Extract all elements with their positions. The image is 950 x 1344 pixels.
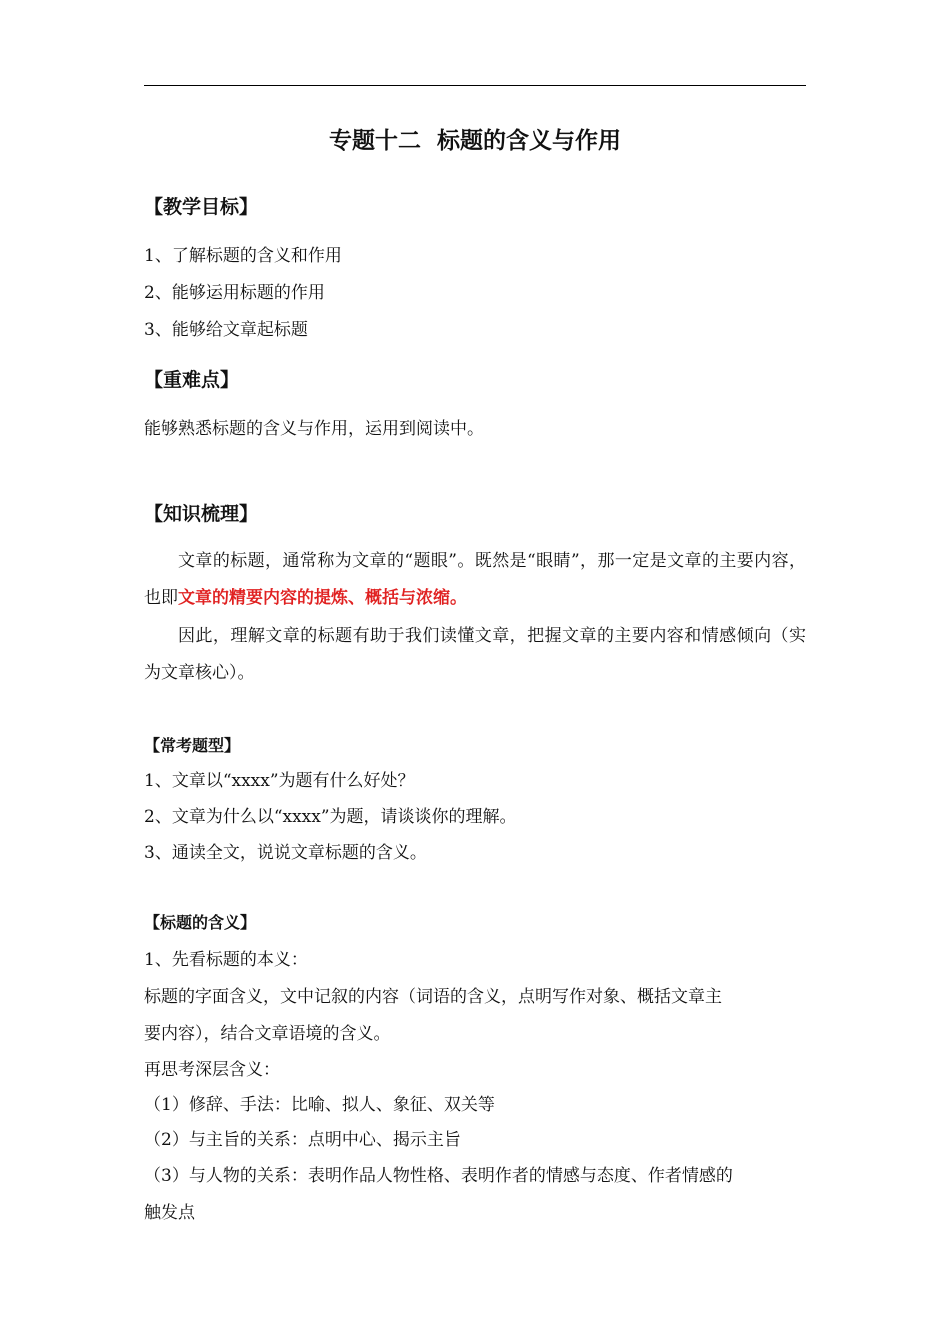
knowledge-heading: 【知识梳理】 <box>144 503 259 525</box>
knowledge-paragraph-1 <box>144 543 806 617</box>
meaning-literal-line: 标题的字面含义，文中记叙的内容（词语的含义，点明写作对象、概括文章主 <box>144 987 722 1007</box>
knowledge-paragraph-2: 因此，理解文章的标题有助于我们读懂文章，把握文章的主要内容和情感倾向（实为文章核心）。 <box>144 626 806 683</box>
meaning-point: 触发点 <box>144 1203 195 1223</box>
key-points-heading: 【重难点】 <box>144 369 240 391</box>
goal-item: 1、了解标题的含义和作用 <box>144 246 342 266</box>
meaning-deeper: 再思考深层含义： <box>144 1060 280 1080</box>
question-item: 1、文章以“xxxx”为题有什么好处？ <box>144 771 415 791</box>
meaning-step: 1、先看标题的本义： <box>144 950 308 970</box>
header-rule <box>144 85 806 86</box>
goal-item: 2、能够运用标题的作用 <box>144 283 325 303</box>
goal-item: 3、能够给文章起标题 <box>144 320 308 340</box>
meaning-heading: 【标题的含义】 <box>144 913 257 932</box>
question-item: 3、通读全文，说说文章标题的含义。 <box>144 843 427 863</box>
question-item: 2、文章为什么以“xxxx”为题，请谈谈你的理解。 <box>144 807 517 827</box>
meaning-literal-line: 要内容），结合文章语境的含义。 <box>144 1024 391 1044</box>
knowledge-text: 文章的标题，通常称为文章的“题眼”。既然是“眼睛”，那一定是文章的主要内容，也即 <box>144 551 806 608</box>
page-title: 专题十二 标题的含义与作用 <box>328 128 621 154</box>
meaning-point: （3）与人物的关系：表明作品人物性格、表明作者的情感与态度、作者情感的 <box>144 1166 733 1186</box>
meaning-point: （2）与主旨的关系：点明中心、揭示主旨 <box>144 1130 461 1150</box>
knowledge-highlight: 文章的精要内容的提炼、概括与浓缩。 <box>178 588 467 608</box>
meaning-point: （1）修辞、手法：比喻、拟人、象征、双关等 <box>144 1095 495 1115</box>
question-types-heading: 【常考题型】 <box>144 736 241 755</box>
goals-heading: 【教学目标】 <box>144 196 259 218</box>
key-points-text: 能够熟悉标题的含义与作用，运用到阅读中。 <box>144 419 484 439</box>
